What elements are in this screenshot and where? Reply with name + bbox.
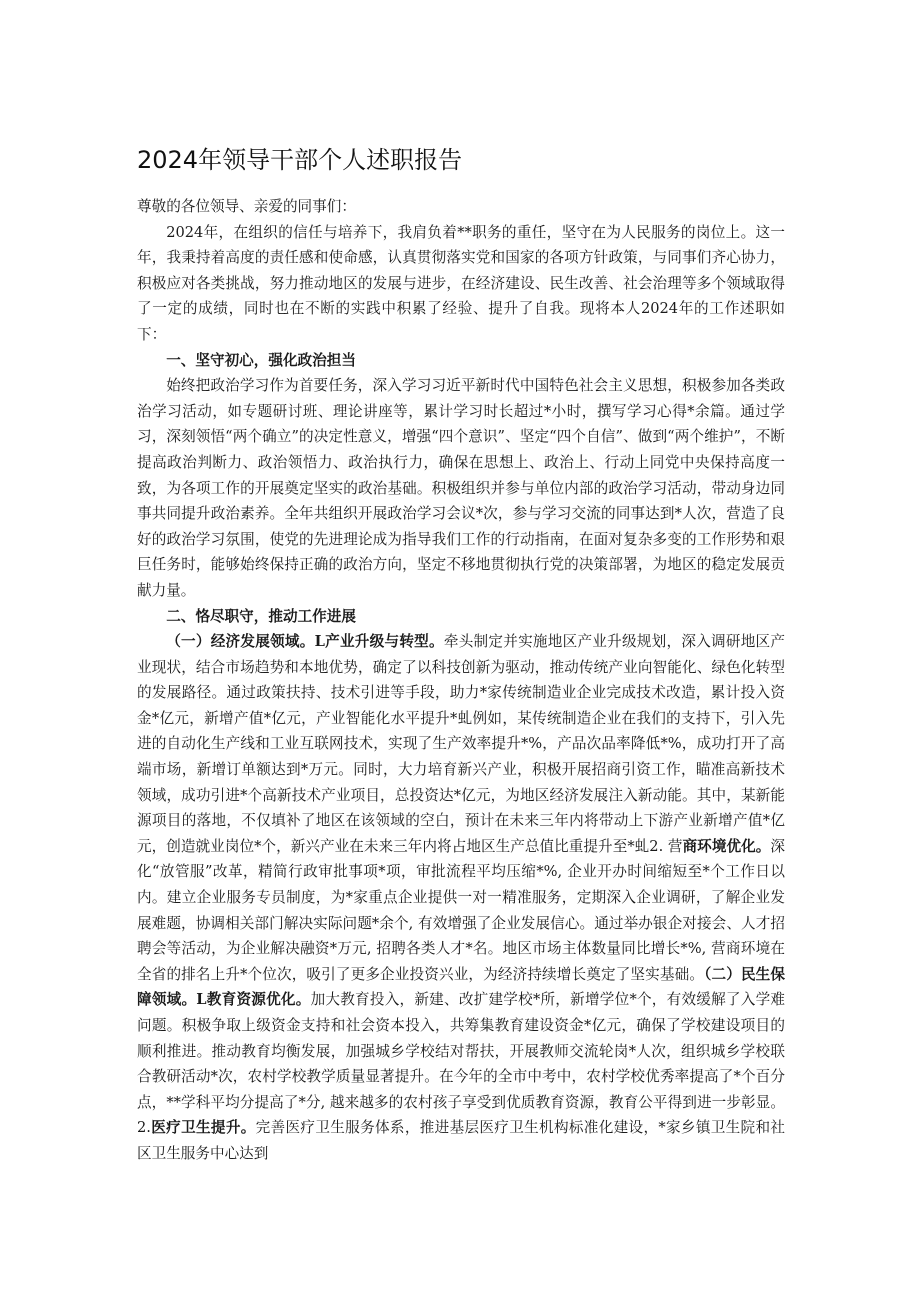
section-1-paragraph: 始终把政治学习作为首要任务，深入学习习近平新时代中国特色社会主义思想，积极参加各类政治学习活动，如专题研讨班、理论讲座等，累计学习时长超过*小时，撰写学习心得*余篇。通过学习，深刻领悟“两个确立”的决定性意义，增强“四个意识”、坚定“四个自信”、做到“两个维护”，不断提高政治判断力、政治领悟力、政治执行力，确保在思想上、政治上、行动上同党中央保持高度一致，为各项工作的开展奠定坚实的政治基础。积极组织并参与单位内部的政治学习活动，带动身边同事共同提升政治素养。全年共组织开展政治学习会议*次，参与学习交流的同事达到*人次，营造了良好的政治学习氛围，使党的先进理论成为指导我们工作的行动指南，在面对复杂多变的工作形势和艰巨任务时，能够始终保持正确的政治方向，坚定不移地贯彻执行党的决策部署，为地区的稳定发展贡献力量。 <box>137 377 785 599</box>
business-env-subheading: 商环境优化。 <box>682 837 771 855</box>
document-body <box>137 194 785 1167</box>
section-2-paragraph <box>137 629 785 1166</box>
intro-paragraph: 2024年，在组织的信任与培养下，我肩负着**职务的重任，坚守在为人民服务的岗位上。这一年，我秉持着高度的责任感和使命感，认真贯彻落实党和国家的各项方针政策，与同事们齐心协力，积极应对各类挑战，努力推动地区的发展与进步，在经济建设、民生改善、社会治理等多个领域取得了一定的成绩，同时也在不断的实践中积累了经验、提升了自我。现将本人2024年的工作述职如下： <box>137 223 785 343</box>
business-env-text: 深化“放管服”改革，精简行政审批事项*项，审批流程平均压缩*%, 企业开办时间缩短至*个工作日以内。建立企业服务专员制度，为*家重点企业提供一对一精准服务，定期深入企业调研，了解企业发展难题，协调相关部门解决实际问题*余个, 有效增强了企业发展信心。通过举办银企对接会、人才招聘会等活动，为企业解决融资*万元, 招聘各类人才*名。地区市场主体数量同比增长*%, 营商环境在全省的排名上升*个位次，吸引了更多企业投资兴业，为经济持续增长奠定了坚实基础。 <box>137 837 785 983</box>
greeting: 尊敬的各位领导、亲爱的同事们： <box>137 198 356 215</box>
economic-text: 牵头制定并实施地区产业升级规划，深入调研地区产业现状，结合市场趋势和本地优势，确定了以科技创新为驱动，推动传统产业向智能化、绿色化转型的发展路径。通过政策扶持、技术引进等手段，助力*家传统制造业企业完成技术改造，累计投入资金*亿元，新增产值*亿元，产业智能化水平提升*虬例如，某传统制造企业在我们的支持下，引入先进的自动化生产线和工业互联网技术，实现了生产效率提升*%，产品次品率降低*%，成功打开了高端市场，新增订单额达到*万元。同时，大力培育新兴产业，积极开展招商引资工作，瞄准高新技术领域，成功引进*个高新技术产业项目，总投资达*亿元，为地区经济发展注入新动能。其中，某新能源项目的落地，不仅填补了地区在该领域的空白，预计在未来三年内将带动上下游产业新增产值*亿元，创造就业岗位*个，新兴产业在未来三年内将占地区生产总值比重提升至*虬2. 营 <box>137 633 785 855</box>
section-1-heading: 一、坚守初心，强化政治担当 <box>166 351 356 369</box>
healthcare-subheading: 医疗卫生提升。 <box>150 1119 256 1137</box>
education-text: 加大教育投入，新建、改扩建学校*所，新增学位*个，有效缓解了入学难问题。积极争取上级资金支持和社会资本投入，共筹集教育建设资金*亿元，确保了学校建设项目的顺利推进。推动教育均衡发展，加强城乡学校结对帮扶，开展教师交流轮岗*人次，组织城乡学校联合教研活动*次，农村学校教学质量显著提升。在今年的全市中考中，农村学校优秀率提高了*个百分点，**学科平均分提高了*分, 越来越多的农村孩子享受到优质教育资源，教育公平得到进一步彰显。2. <box>137 991 785 1137</box>
document-title: 2024年领导干部个人述职报告 <box>137 146 463 174</box>
healthcare-text: 完善医疗卫生服务体系，推进基层医疗卫生机构标准化建设，*家乡镇卫生院和社区卫生服务中心达到 <box>137 1119 785 1162</box>
livelihood-subheading: （二）民生保障领域。L教育资源优化。 <box>137 965 785 1009</box>
section-2-heading: 二、恪尽职守，推动工作进展 <box>166 607 356 625</box>
economic-subheading: （一）经济发展领域。L产业升级与转型。 <box>166 633 444 651</box>
